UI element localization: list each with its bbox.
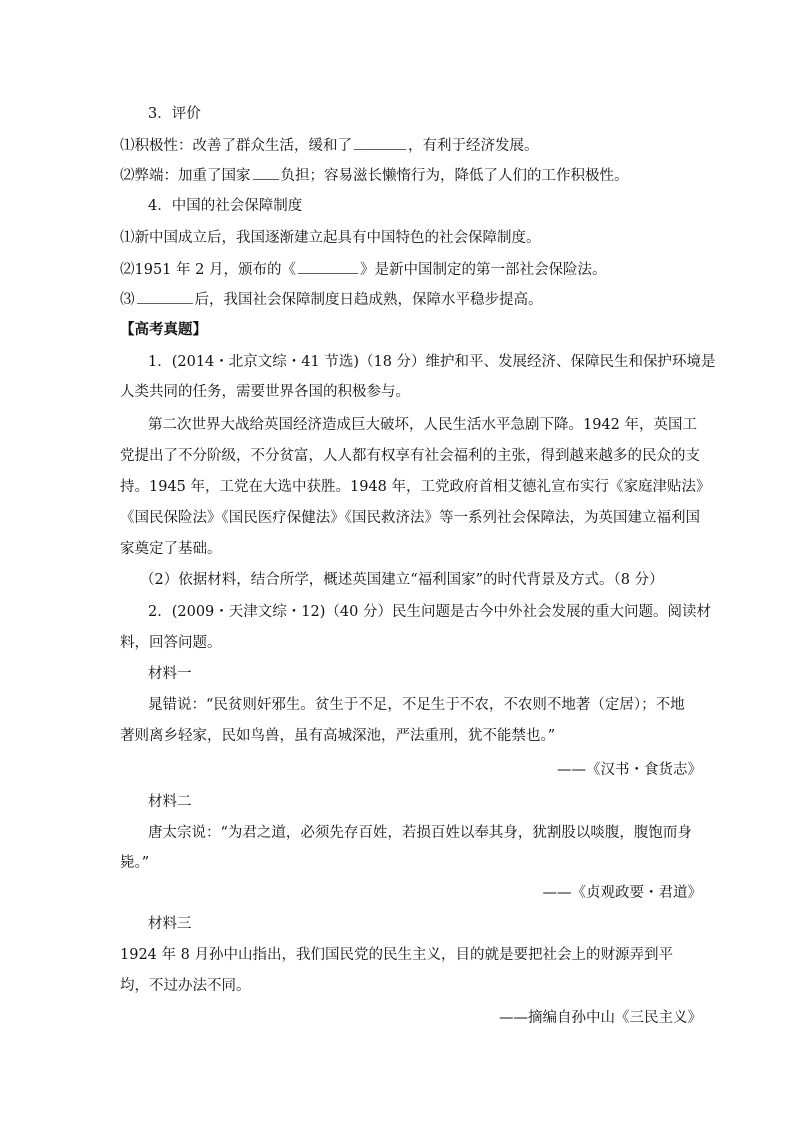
gaokao-heading: 【高考真题】 — [120, 321, 207, 338]
section4-item3 — [120, 289, 680, 310]
q1-para-line3: 持。1945 年，工党在大选中获胜。1948 年，工党政府首相艾德礼宣布实行《家庭津贴法》 — [120, 479, 711, 495]
material3-line2: 均，不过办法不同。 — [120, 978, 251, 994]
q1-para-line4: 《国民保险法》《国民医疗保健法》《国民救济法》等一系列社会保障法，为英国建立福利国 — [120, 510, 700, 526]
section4-item2-suffix: 》是新中国制定的第一部社会保险法。 — [359, 262, 607, 278]
section4-heading: 4．中国的社会保障制度 — [148, 198, 303, 214]
q2-line2: 料，回答问题。 — [120, 635, 222, 651]
section3-item2-prefix: ⑵弊端：加重了国家 — [120, 168, 251, 184]
material2-source: ——《贞观政要・君道》 — [542, 885, 702, 901]
section3-item1-prefix: ⑴积极性：改善了群众生活，缓和了 — [120, 138, 352, 154]
material1-title: 材料一 — [148, 666, 192, 682]
material1-line1: 晁错说：“民贫则奸邪生。贫生于不足，不足生于不农，不农则不地著（定居）；不地 — [148, 697, 685, 713]
section3-item2-suffix: 负担；容易滋长懒惰行为，降低了人们的工作积极性。 — [280, 168, 629, 184]
fill-blank-2[interactable] — [253, 165, 279, 180]
section4-item2 — [120, 259, 680, 280]
q1-line2: 人类共同的任务，需要世界各国的积极参与。 — [120, 384, 410, 400]
q1-subquestion: （2）依据材料，结合所学，概述英国建立“福利国家”的时代背景及方式。（8 分） — [140, 572, 664, 588]
fill-blank-3[interactable] — [298, 259, 358, 274]
section4-item2-prefix: ⑵1951 年 2 月，颁布的《 — [120, 262, 296, 278]
q2-line1: 2．(2009・天津文综・12)（40 分）民生问题是古今中外社会发展的重大问题。阅读材 — [148, 604, 711, 620]
fill-blank-4[interactable] — [137, 289, 193, 304]
section4-item3-suffix: 后，我国社会保障制度日趋成熟，保障水平稳步提高。 — [194, 292, 543, 308]
fill-blank-1[interactable] — [354, 135, 406, 150]
section4-item1: ⑴新中国成立后，我国逐渐建立起具有中国特色的社会保障制度。 — [120, 230, 541, 246]
section3-heading: 3．评价 — [148, 106, 201, 122]
material2-title: 材料二 — [148, 794, 192, 810]
section4-item3-prefix: ⑶ — [120, 292, 135, 308]
q1-line1: 1．(2014・北京文综・41 节选)（18 分）维护和平、发展经济、保障民生和保护环境是 — [148, 354, 716, 370]
q1-para-line1: 第二次世界大战给英国经济造成巨大破坏，人民生活水平急剧下降。1942 年，英国工 — [148, 417, 698, 433]
material3-title: 材料三 — [148, 916, 192, 932]
material3-line1: 1924 年 8 月孙中山指出，我们国民党的民生主义，目的就是要把社会上的财源弄到平 — [120, 947, 673, 963]
material2-line2: 毙。” — [120, 855, 150, 871]
material2-line1: 唐太宗说：“为君之道，必须先存百姓，若损百姓以奉其身，犹割股以啖腹，腹饱而身 — [148, 825, 692, 841]
section3-item1 — [120, 135, 680, 156]
material3-source: ——摘编自孙中山《三民主义》 — [499, 1010, 702, 1026]
q1-para-line2: 党提出了不分阶级，不分贫富，人人都有权享有社会福利的主张，得到越来越多的民众的支 — [120, 448, 700, 464]
section3-item2 — [120, 165, 680, 186]
q1-para-line5: 家奠定了基础。 — [120, 541, 222, 557]
section3-item1-suffix: ，有利于经济发展。 — [408, 138, 539, 154]
material1-source: ——《汉书・食货志》 — [557, 762, 702, 778]
material1-line2: 著则离乡轻家，民如鸟兽，虽有高城深池，严法重刑，犹不能禁也。” — [120, 728, 556, 744]
